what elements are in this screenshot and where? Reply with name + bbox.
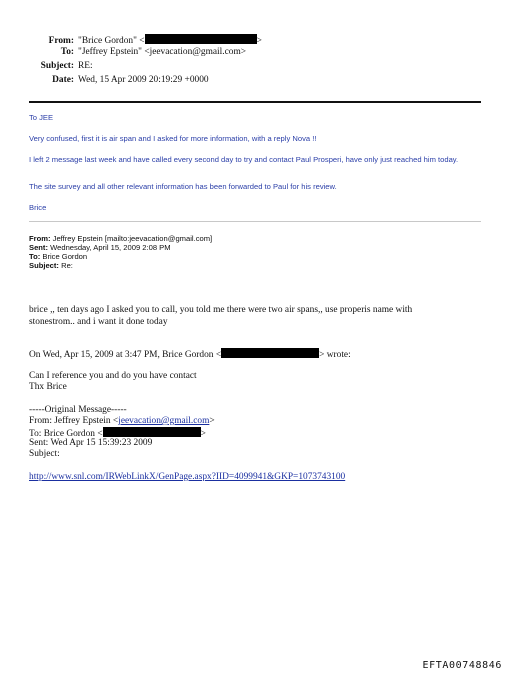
forwarded-divider bbox=[29, 221, 481, 222]
forwarded-sent-value: Wednesday, April 15, 2009 2:08 PM bbox=[50, 243, 171, 252]
header-subject-row bbox=[0, 60, 93, 72]
header-from-label: From: bbox=[48, 36, 74, 46]
snl-url-link[interactable]: http://www.snl.com/IRWebLinkX/GenPage.aspx?IID=4099941&GKP=1073743100 bbox=[29, 472, 346, 482]
redaction-bar bbox=[145, 34, 257, 44]
forwarded-subject-row bbox=[29, 261, 73, 270]
original-from-prefix: From: Jeffrey Epstein < bbox=[29, 416, 119, 426]
forwarded-from-row bbox=[29, 234, 212, 243]
reply-greeting: To JEE bbox=[29, 113, 54, 122]
forwarded-subject-label: Subject: bbox=[29, 261, 59, 270]
header-subject-value: RE: bbox=[78, 61, 93, 71]
original-from-suffix: > bbox=[209, 416, 215, 426]
reply-paragraph-1: Very confused, first it is air span and I asked for more information, with a reply Nova !! bbox=[29, 134, 317, 143]
header-date-label: Date: bbox=[52, 75, 74, 85]
original-from-email-link[interactable]: jeevacation@gmail.com bbox=[118, 416, 210, 426]
reply-signature: Brice bbox=[29, 203, 47, 212]
reply-paragraph-2: I left 2 message last week and have called every second day to try and contact Paul Prosperi, have only just reached him today. bbox=[29, 155, 459, 164]
forwarded-sent-label: Sent: bbox=[29, 243, 48, 252]
wrote-suffix: > wrote: bbox=[319, 350, 351, 360]
wrote-prefix: On Wed, Apr 15, 2009 at 3:47 PM, Brice Gordon < bbox=[29, 350, 222, 360]
original-from-row bbox=[29, 416, 489, 428]
forwarded-sent-row bbox=[29, 243, 171, 252]
original-sent-row: Sent: Wed Apr 15 15:39:23 2009 bbox=[29, 438, 153, 448]
header-subject-label: Subject: bbox=[40, 61, 74, 71]
redaction-bar bbox=[221, 348, 319, 358]
forwarded-to-value: Brice Gordon bbox=[42, 252, 88, 261]
quoted-wrote-line bbox=[29, 348, 489, 362]
original-message-marker: -----Original Message----- bbox=[29, 405, 127, 415]
redaction-bar bbox=[103, 427, 201, 437]
original-to-suffix: > bbox=[200, 429, 206, 439]
header-from-value: "Brice Gordon" < bbox=[78, 36, 145, 46]
header-to-label: To: bbox=[60, 47, 74, 57]
quoted-line-2: Thx Brice bbox=[29, 382, 67, 392]
forwarded-from-label: From: bbox=[29, 234, 51, 243]
quoted-line-1: Can I reference you and do you have contact bbox=[29, 371, 197, 381]
forwarded-subject-value: Re: bbox=[61, 261, 73, 270]
forwarded-to-label: To: bbox=[29, 252, 41, 261]
original-subject-row: Subject: bbox=[29, 449, 60, 459]
body-line-2: stonestrom.. and i want it done today bbox=[29, 317, 168, 327]
header-from-end: > bbox=[256, 36, 262, 46]
forwarded-from-value: Jeffrey Epstein [mailto:jeevacation@gmail.com] bbox=[52, 234, 213, 243]
header-to-value: "Jeffrey Epstein" <jeevacation@gmail.com> bbox=[78, 47, 247, 57]
bates-number: EFTA00748846 bbox=[422, 660, 502, 671]
original-to-prefix: To: Brice Gordon < bbox=[29, 429, 103, 439]
forwarded-to-row bbox=[29, 252, 87, 261]
header-date-row bbox=[0, 74, 209, 86]
header-to-row bbox=[0, 46, 246, 58]
reply-paragraph-3: The site survey and all other relevant information has been forwarded to Paul for his review. bbox=[29, 182, 337, 191]
header-divider bbox=[29, 101, 481, 103]
header-date-value: Wed, 15 Apr 2009 20:19:29 +0000 bbox=[78, 75, 209, 85]
body-line-1: brice ,, ten days ago I asked you to call, you told me there were two air spans,, use properis name with bbox=[29, 305, 413, 315]
